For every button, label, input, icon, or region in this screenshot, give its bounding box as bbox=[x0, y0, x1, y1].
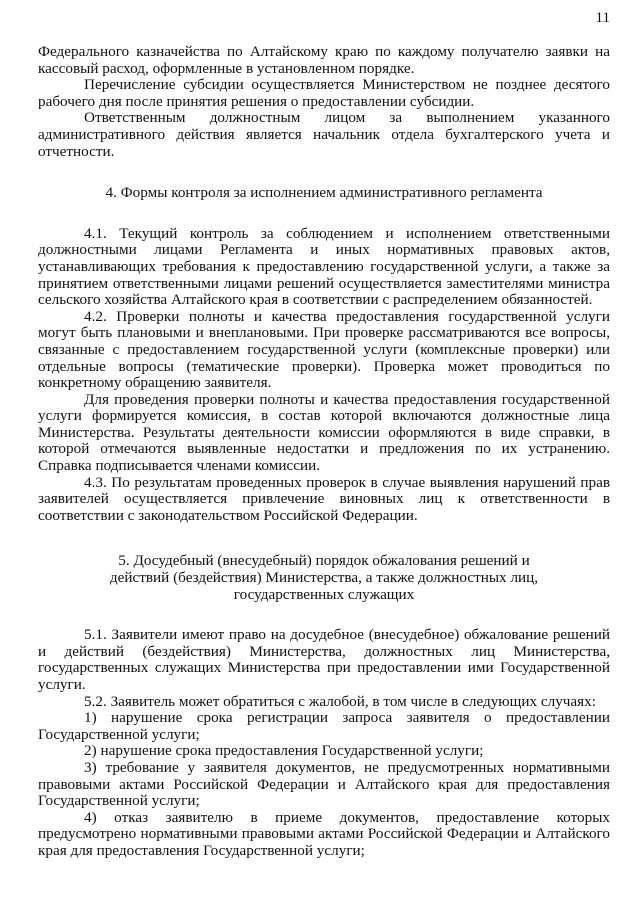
page-content bbox=[38, 44, 610, 860]
list-item-2: 2) нарушение срока предоставления Государственной услуги; bbox=[84, 742, 484, 760]
list-item-1: 1) нарушение срока регистрации запроса заявителя о предоставлении Государственной услуги; bbox=[38, 709, 610, 743]
paragraph-4-2: 4.2. Проверки полноты и качества предоставления государственной услуги могут быть плановыми и внеплановыми. При проверке рассматриваются все вопросы, связанные с предоставлением государственной услуги (комплексные проверки) или отдельные вопросы (тематические проверки). Проверка может проводиться по конкретному обращению заявителя. bbox=[38, 307, 610, 392]
list-item-3: 3) требование у заявителя документов, не предусмотренных нормативными правовыми актами Российской Федерации и Алтайского края для предоставления Государственной услуги; bbox=[38, 758, 610, 810]
section-5-heading-line: 5. Досудебный (внесудебный) порядок обжалования решений и bbox=[118, 552, 530, 570]
paragraph-continuation: Федерального казначейства по Алтайскому краю по каждому получателю заявки на кассовый расход, оформленные в установленном порядке. bbox=[38, 43, 610, 77]
paragraph-commission: Для проведения проверки полноты и качества предоставления государственной услуги формируется комиссия, в состав которой включаются должностные лица Министерства. Результаты деятельности комиссии оформляются в виде справки, в которой отмечаются выявленные недостатки и предложения по их устранению. Справка подписывается членами комиссии. bbox=[38, 390, 610, 475]
page-number: 11 bbox=[595, 10, 610, 26]
section-5-heading-line: действий (бездействия) Министерства, а также должностных лиц, bbox=[109, 569, 539, 587]
paragraph-4-1: 4.1. Текущий контроль за соблюдением и исполнением ответственными должностными лицами Регламента и иных нормативных правовых актов, устанавливающих требования к предоставлению государственной услуги, а также за принятием ответственными лицами решений осуществляется заместителями министра сельского хозяйства Алтайского края в соответствии с распределением обязанностей. bbox=[38, 224, 610, 309]
list-item-4: 4) отказ заявителю в приеме документов, предоставление которых предусмотрено нормативными правовыми актами Российской Федерации и Алтайского края для предоставления Государственной услуги; bbox=[38, 808, 610, 859]
section-5-heading bbox=[38, 553, 610, 603]
paragraph-responsible-official: Ответственным должностным лицом за выполнением указанного административного действия является начальник отдела бухгалтерского учета и отчетности. bbox=[38, 109, 610, 160]
paragraph-subsidy-transfer: Перечисление субсидии осуществляется Министерством не позднее десятого рабочего дня после принятия решения о предоставлении субсидии. bbox=[38, 76, 610, 110]
paragraph-4-3: 4.3. По результатам проведенных проверок в случае выявления нарушений прав заявителей осуществляется привлечение виновных лиц к ответственности в соответствии с законодательством Российской Федерации. bbox=[38, 473, 610, 524]
paragraph-5-2: 5.2. Заявитель может обратиться с жалобой, в том числе в следующих случаях: bbox=[84, 692, 596, 710]
section-4-heading: 4. Формы контроля за исполнением административного регламента bbox=[105, 184, 543, 202]
paragraph-5-1: 5.1. Заявители имеют право на досудебное (внесудебное) обжалование решений и действий (бездействия) Министерства, должностных лиц Министерства, государственных служащих Министерства при предоставлении ими Государственной услуги. bbox=[38, 626, 610, 693]
section-5-heading-line: государственных служащих bbox=[233, 585, 415, 603]
